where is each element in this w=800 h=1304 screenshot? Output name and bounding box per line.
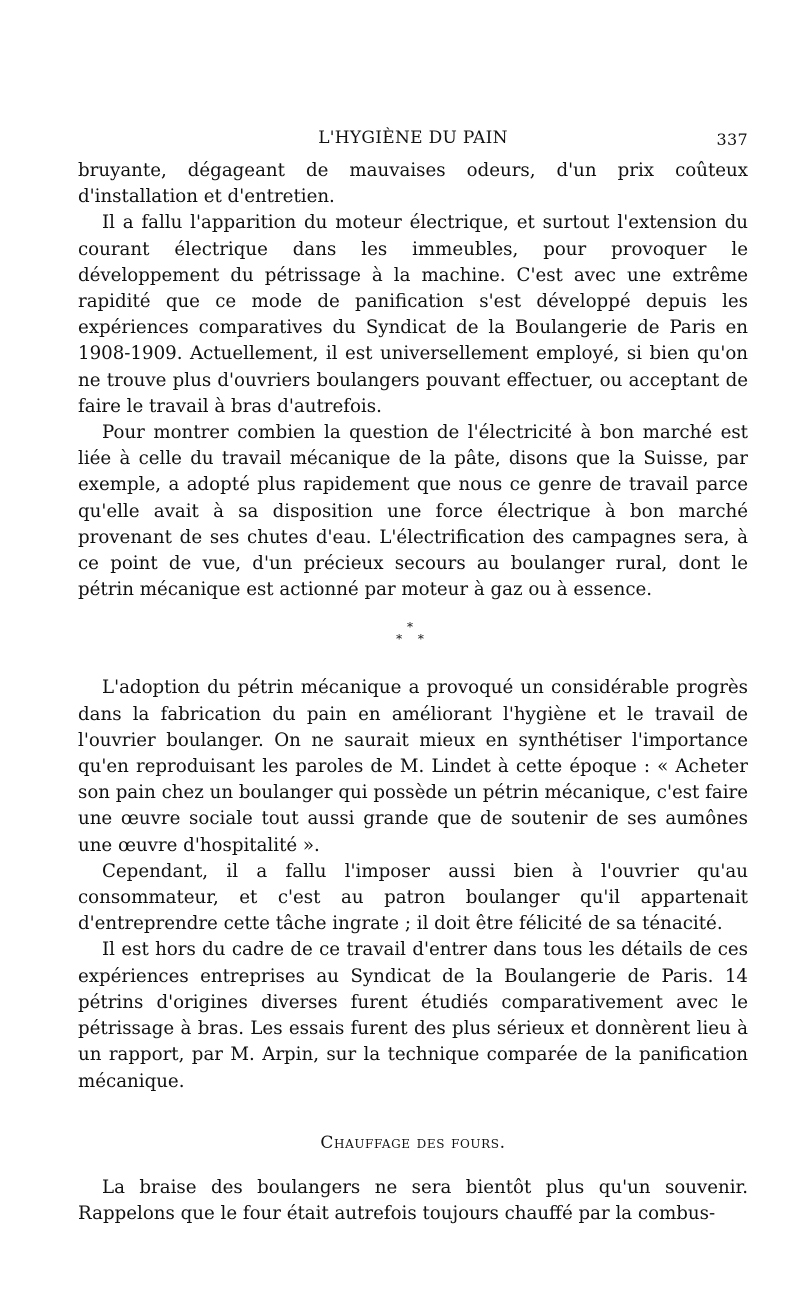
paragraph: La braise des boulangers ne sera bientôt plus qu'un souvenir. Rappelons que le four était autrefois toujours chauffé par la combus- bbox=[78, 1176, 748, 1224]
section-heading: Chauffage des fours. bbox=[320, 1132, 506, 1153]
asterism-top: * bbox=[407, 620, 419, 635]
paragraph: Il est hors du cadre de ce travail d'entrer dans tous les détails de ces expériences entreprises au Syndicat de la Boulangerie de Paris. 14 pétrins d'origines diverses furent étudiés comparativement avec le pétrissage à bras. Les essais furent des plus sérieux et donnèrent lieu à un rapport, par M. Arpin, sur la technique comparée de la panification mécanique. bbox=[78, 939, 748, 1092]
paragraph: Pour montrer combien la question de l'électricité à bon marché est liée à celle du travail mécanique de la pâte, disons que la Suisse, par exemple, a adopté plus rapidement que nous ce genre de travail parce qu'elle avait à sa disposition une force électrique à bon marché provenant de ses chutes d'eau. L'électrification des campagnes sera, à ce point de vue, d'un précieux secours au boulanger rural, dont le pétrin mécanique est actionné par moteur à gaz ou à essence. bbox=[78, 422, 748, 601]
paragraph: Il a fallu l'apparition du moteur électrique, et surtout l'extension du courant électrique dans les immeubles, pour provoquer le développement du pétrissage à la machine. C'est avec une extrême rapidité que ce mode de panification s'est développé depuis les expériences comparatives du Syndicat de la Boulangerie de Paris en 1908-1909. Actuellement, il est universellement employé, si bien qu'on ne trouve plus d'ouvriers boulangers pouvant effectuer, ou acceptant de faire le travail à bras d'autrefois. bbox=[78, 212, 748, 417]
running-header bbox=[78, 118, 748, 158]
running-title: L'HYGIÈNE DU PAIN bbox=[318, 128, 508, 148]
book-page bbox=[78, 118, 748, 1227]
asterism-bottom: * * bbox=[396, 632, 430, 647]
paragraph: L'adoption du pétrin mécanique a provoqué un considérable progrès dans la fabrication du pain en améliorant l'hygiène et le travail de l'ouvrier boulanger. On ne saurait mieux en synthétiser l'importance qu'en reproduisant les paroles de M. Lindet à cette époque : « Acheter son pain chez un boulanger qui possède un pétrin mécanique, c'est faire une œuvre sociale tout aussi grande que de soutenir de ses aumônes une œuvre d'hospitalité ». bbox=[78, 677, 748, 856]
page-number: 337 bbox=[716, 130, 748, 149]
body-text bbox=[78, 158, 748, 1227]
section-break-asterism bbox=[78, 621, 748, 645]
paragraph: bruyante, dégageant de mauvaises odeurs, d'un prix coûteux d'installation et d'entretien. bbox=[78, 160, 748, 208]
paragraph: Cependant, il a fallu l'imposer aussi bien à l'ouvrier qu'au consommateur, et c'est au patron boulanger qu'il appartenait d'entreprendre cette tâche ingrate ; il doit être félicité de sa ténacité. bbox=[78, 860, 748, 935]
